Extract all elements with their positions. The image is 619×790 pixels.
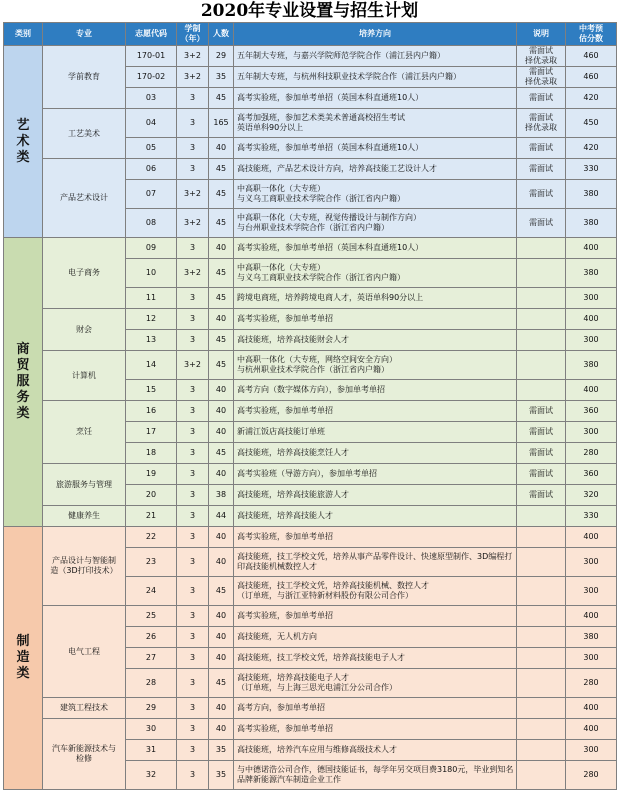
- count-cell: 40: [209, 548, 234, 577]
- code-cell: 06: [126, 159, 177, 180]
- table-header-row: [4, 23, 617, 46]
- code-cell: 07: [126, 180, 177, 209]
- table-row: [4, 606, 617, 627]
- count-cell: 45: [209, 288, 234, 309]
- direction-cell: 高技能班，产品艺术设计方向，培养高技能工艺设计人才: [234, 159, 517, 180]
- code-cell: 22: [126, 527, 177, 548]
- count-cell: 40: [209, 422, 234, 443]
- note-cell: [517, 288, 566, 309]
- count-cell: 40: [209, 606, 234, 627]
- code-cell: 09: [126, 238, 177, 259]
- note-cell: 需面试 择优录取: [517, 67, 566, 88]
- major-cell: 建筑工程技术: [43, 698, 126, 719]
- count-cell: 44: [209, 506, 234, 527]
- count-cell: 45: [209, 180, 234, 209]
- direction-cell: 高技能班，培养高技能旅游人才: [234, 485, 517, 506]
- note-cell: 需面试: [517, 401, 566, 422]
- count-cell: 40: [209, 401, 234, 422]
- code-cell: 19: [126, 464, 177, 485]
- direction-cell: 高技能班，技工学校文凭，培养高技能机械、数控人才 （订单班，与浙江亚特新材料股份有限公司合作）: [234, 577, 517, 606]
- score-cell: 330: [566, 506, 617, 527]
- score-cell: 420: [566, 88, 617, 109]
- major-cell: 旅游服务与管理: [43, 464, 126, 506]
- major-cell: 健康养生: [43, 506, 126, 527]
- direction-cell: 高考实验班，参加单考单招: [234, 527, 517, 548]
- score-cell: 300: [566, 740, 617, 761]
- note-cell: 需面试: [517, 464, 566, 485]
- years-cell: 3: [177, 548, 209, 577]
- note-cell: 需面试 择优录取: [517, 109, 566, 138]
- note-cell: [517, 527, 566, 548]
- note-cell: [517, 506, 566, 527]
- code-cell: 21: [126, 506, 177, 527]
- code-cell: 13: [126, 330, 177, 351]
- direction-cell: 中高职一体化（大专班） 与义乌工商职业技术学院合作（浙江省内户籍）: [234, 180, 517, 209]
- code-cell: 16: [126, 401, 177, 422]
- direction-cell: 五年制大专班，与嘉兴学院师范学院合作（浦江县内户籍）: [234, 46, 517, 67]
- count-cell: 45: [209, 351, 234, 380]
- header-major: 专业: [43, 23, 126, 46]
- count-cell: 35: [209, 761, 234, 790]
- score-cell: 330: [566, 159, 617, 180]
- count-cell: 40: [209, 380, 234, 401]
- direction-cell: 高考实验班（导游方向），参加单考单招: [234, 464, 517, 485]
- table-row: [4, 698, 617, 719]
- years-cell: 3+2: [177, 351, 209, 380]
- table-row: [4, 351, 617, 380]
- direction-cell: 高考实验班，参加单考单招（英国本科直通班10人）: [234, 138, 517, 159]
- years-cell: 3+2: [177, 209, 209, 238]
- score-cell: 300: [566, 648, 617, 669]
- code-cell: 03: [126, 88, 177, 109]
- score-cell: 420: [566, 138, 617, 159]
- direction-cell: 高考实验班，参加单考单招: [234, 719, 517, 740]
- code-cell: 11: [126, 288, 177, 309]
- table-row: [4, 506, 617, 527]
- score-cell: 300: [566, 330, 617, 351]
- years-cell: 3: [177, 380, 209, 401]
- years-cell: 3: [177, 138, 209, 159]
- note-cell: 需面试: [517, 443, 566, 464]
- major-cell: 学前教育: [43, 46, 126, 109]
- table-row: [4, 401, 617, 422]
- years-cell: 3: [177, 330, 209, 351]
- score-cell: 360: [566, 401, 617, 422]
- note-cell: 需面试: [517, 209, 566, 238]
- count-cell: 40: [209, 309, 234, 330]
- count-cell: 40: [209, 698, 234, 719]
- code-cell: 14: [126, 351, 177, 380]
- major-cell: 财会: [43, 309, 126, 351]
- count-cell: 45: [209, 88, 234, 109]
- major-cell: 产品艺术设计: [43, 159, 126, 238]
- note-cell: [517, 719, 566, 740]
- years-cell: 3: [177, 443, 209, 464]
- years-cell: 3: [177, 485, 209, 506]
- direction-cell: 高技能班，培养高技能电子人才 （订单班，与上海三思光电浦江分公司合作）: [234, 669, 517, 698]
- header-code: 志愿代码: [126, 23, 177, 46]
- code-cell: 12: [126, 309, 177, 330]
- table-row: [4, 527, 617, 548]
- direction-cell: 高技能班，培养高技能人才: [234, 506, 517, 527]
- direction-cell: 高技能班，培养高技能烹饪人才: [234, 443, 517, 464]
- years-cell: 3: [177, 309, 209, 330]
- code-cell: 30: [126, 719, 177, 740]
- table-row: [4, 238, 617, 259]
- category-cell: 艺 术 类: [4, 46, 43, 238]
- note-cell: 需面试: [517, 485, 566, 506]
- count-cell: 45: [209, 159, 234, 180]
- note-cell: [517, 669, 566, 698]
- code-cell: 18: [126, 443, 177, 464]
- score-cell: 400: [566, 719, 617, 740]
- major-cell: 计算机: [43, 351, 126, 401]
- note-cell: 需面试: [517, 180, 566, 209]
- count-cell: 45: [209, 669, 234, 698]
- direction-cell: 高技能班，技工学校文凭，培养高技能电子人才: [234, 648, 517, 669]
- note-cell: [517, 648, 566, 669]
- major-cell: 电子商务: [43, 238, 126, 309]
- table-row: [4, 46, 617, 67]
- score-cell: 280: [566, 761, 617, 790]
- code-cell: 170-02: [126, 67, 177, 88]
- code-cell: 31: [126, 740, 177, 761]
- count-cell: 38: [209, 485, 234, 506]
- years-cell: 3: [177, 464, 209, 485]
- score-cell: 400: [566, 309, 617, 330]
- score-cell: 300: [566, 548, 617, 577]
- score-cell: 300: [566, 288, 617, 309]
- score-cell: 380: [566, 259, 617, 288]
- major-cell: 电气工程: [43, 606, 126, 698]
- direction-cell: 高技能班，技工学校文凭，培养从事产品零件设计、快速原型制作、3D编程打印高技能机械数控人才: [234, 548, 517, 577]
- header-years: 学制 （年）: [177, 23, 209, 46]
- direction-cell: 高考方向（数字媒体方向），参加单考单招: [234, 380, 517, 401]
- note-cell: [517, 761, 566, 790]
- code-cell: 04: [126, 109, 177, 138]
- years-cell: 3: [177, 88, 209, 109]
- note-cell: [517, 740, 566, 761]
- score-cell: 450: [566, 109, 617, 138]
- count-cell: 35: [209, 67, 234, 88]
- years-cell: 3+2: [177, 180, 209, 209]
- years-cell: 3: [177, 719, 209, 740]
- years-cell: 3: [177, 606, 209, 627]
- score-cell: 360: [566, 464, 617, 485]
- score-cell: 400: [566, 380, 617, 401]
- direction-cell: 高考方向，参加单考单招: [234, 698, 517, 719]
- count-cell: 40: [209, 627, 234, 648]
- note-cell: [517, 380, 566, 401]
- direction-cell: 高考加强班，参加艺术类美术普通高校招生考试 英语单科90分以上: [234, 109, 517, 138]
- category-cell: 商 贸 服 务 类: [4, 238, 43, 527]
- note-cell: [517, 238, 566, 259]
- major-cell: 汽车新能源技术与 检修: [43, 719, 126, 790]
- score-cell: 380: [566, 209, 617, 238]
- count-cell: 29: [209, 46, 234, 67]
- code-cell: 08: [126, 209, 177, 238]
- header-category: 类别: [4, 23, 43, 46]
- years-cell: 3: [177, 238, 209, 259]
- code-cell: 26: [126, 627, 177, 648]
- code-cell: 27: [126, 648, 177, 669]
- direction-cell: 与中德诺浩公司合作，德国技能证书，每学年另交项目费3180元，毕业到知名品牌新能源汽车制造企业工作: [234, 761, 517, 790]
- code-cell: 32: [126, 761, 177, 790]
- header-note: 说明: [517, 23, 566, 46]
- code-cell: 24: [126, 577, 177, 606]
- header-score: 中考预 估分数: [566, 23, 617, 46]
- years-cell: 3: [177, 761, 209, 790]
- category-cell: 制 造 类: [4, 527, 43, 790]
- count-cell: 45: [209, 209, 234, 238]
- major-cell: 工艺美术: [43, 109, 126, 159]
- count-cell: 40: [209, 238, 234, 259]
- table-row: [4, 309, 617, 330]
- years-cell: 3: [177, 627, 209, 648]
- count-cell: 40: [209, 648, 234, 669]
- direction-cell: 中高职一体化（大专班，网络空间安全方向） 与杭州职业技术学院合作（浙江省内户籍）: [234, 351, 517, 380]
- note-cell: [517, 577, 566, 606]
- score-cell: 380: [566, 627, 617, 648]
- years-cell: 3: [177, 288, 209, 309]
- code-cell: 28: [126, 669, 177, 698]
- code-cell: 05: [126, 138, 177, 159]
- page-title: 2020年专业设置与招生计划: [200, 1, 419, 21]
- table-body: [4, 46, 617, 790]
- code-cell: 10: [126, 259, 177, 288]
- score-cell: 300: [566, 577, 617, 606]
- count-cell: 40: [209, 527, 234, 548]
- code-cell: 170-01: [126, 46, 177, 67]
- direction-cell: 中高职一体化（大专班，视觉传播设计与制作方向） 与台州职业技术学院合作（浙江省内户籍）: [234, 209, 517, 238]
- header-direction: 培养方向: [234, 23, 517, 46]
- note-cell: 需面试 择优录取: [517, 46, 566, 67]
- direction-cell: 五年制大专班，与杭州科技职业技术学院合作（浦江县内户籍）: [234, 67, 517, 88]
- years-cell: 3: [177, 506, 209, 527]
- code-cell: 15: [126, 380, 177, 401]
- years-cell: 3: [177, 648, 209, 669]
- years-cell: 3: [177, 109, 209, 138]
- years-cell: 3: [177, 527, 209, 548]
- note-cell: 需面试: [517, 159, 566, 180]
- note-cell: [517, 548, 566, 577]
- major-cell: 产品设计与智能制 造（3D打印技术）: [43, 527, 126, 606]
- score-cell: 380: [566, 180, 617, 209]
- note-cell: [517, 351, 566, 380]
- years-cell: 3+2: [177, 259, 209, 288]
- table-row: [4, 109, 617, 138]
- score-cell: 460: [566, 67, 617, 88]
- note-cell: [517, 627, 566, 648]
- years-cell: 3: [177, 577, 209, 606]
- note-cell: [517, 698, 566, 719]
- table-row: [4, 159, 617, 180]
- direction-cell: 高技能班，无人机方向: [234, 627, 517, 648]
- code-cell: 25: [126, 606, 177, 627]
- code-cell: 17: [126, 422, 177, 443]
- direction-cell: 高考实验班，参加单考单招: [234, 606, 517, 627]
- direction-cell: 高考实验班，参加单考单招（英国本科直通班10人）: [234, 238, 517, 259]
- direction-cell: 高考实验班，参加单考单招: [234, 401, 517, 422]
- count-cell: 40: [209, 464, 234, 485]
- count-cell: 35: [209, 740, 234, 761]
- years-cell: 3+2: [177, 67, 209, 88]
- direction-cell: 新浦江饭店高技能订单班: [234, 422, 517, 443]
- note-cell: 需面试: [517, 88, 566, 109]
- years-cell: 3: [177, 422, 209, 443]
- code-cell: 29: [126, 698, 177, 719]
- direction-cell: 中高职一体化（大专班） 与义乌工商职业技术学院合作（浙江省内户籍）: [234, 259, 517, 288]
- years-cell: 3: [177, 669, 209, 698]
- note-cell: [517, 309, 566, 330]
- note-cell: 需面试: [517, 138, 566, 159]
- years-cell: 3: [177, 401, 209, 422]
- score-cell: 400: [566, 527, 617, 548]
- code-cell: 20: [126, 485, 177, 506]
- years-cell: 3: [177, 698, 209, 719]
- score-cell: 280: [566, 443, 617, 464]
- count-cell: 40: [209, 138, 234, 159]
- count-cell: 40: [209, 719, 234, 740]
- direction-cell: 高考实验班，参加单考单招: [234, 309, 517, 330]
- years-cell: 3+2: [177, 46, 209, 67]
- direction-cell: 跨境电商班，培养跨境电商人才，英语单科90分以上: [234, 288, 517, 309]
- years-cell: 3: [177, 740, 209, 761]
- table-row: [4, 719, 617, 740]
- note-cell: [517, 259, 566, 288]
- direction-cell: 高技能班，培养汽车应用与维修高级技术人才: [234, 740, 517, 761]
- major-cell: 烹饪: [43, 401, 126, 464]
- score-cell: 400: [566, 606, 617, 627]
- score-cell: 320: [566, 485, 617, 506]
- count-cell: 45: [209, 443, 234, 464]
- code-cell: 23: [126, 548, 177, 577]
- note-cell: [517, 330, 566, 351]
- enrollment-table: [3, 22, 617, 790]
- score-cell: 300: [566, 422, 617, 443]
- table-row: [4, 464, 617, 485]
- direction-cell: 高考实验班，参加单考单招（英国本科直通班10人）: [234, 88, 517, 109]
- score-cell: 460: [566, 46, 617, 67]
- direction-cell: 高技能班，培养高技能财会人才: [234, 330, 517, 351]
- count-cell: 165: [209, 109, 234, 138]
- count-cell: 45: [209, 330, 234, 351]
- score-cell: 380: [566, 351, 617, 380]
- note-cell: [517, 606, 566, 627]
- score-cell: 400: [566, 698, 617, 719]
- score-cell: 280: [566, 669, 617, 698]
- count-cell: 45: [209, 577, 234, 606]
- score-cell: 400: [566, 238, 617, 259]
- count-cell: 45: [209, 259, 234, 288]
- years-cell: 3: [177, 159, 209, 180]
- header-count: 人数: [209, 23, 234, 46]
- note-cell: 需面试: [517, 422, 566, 443]
